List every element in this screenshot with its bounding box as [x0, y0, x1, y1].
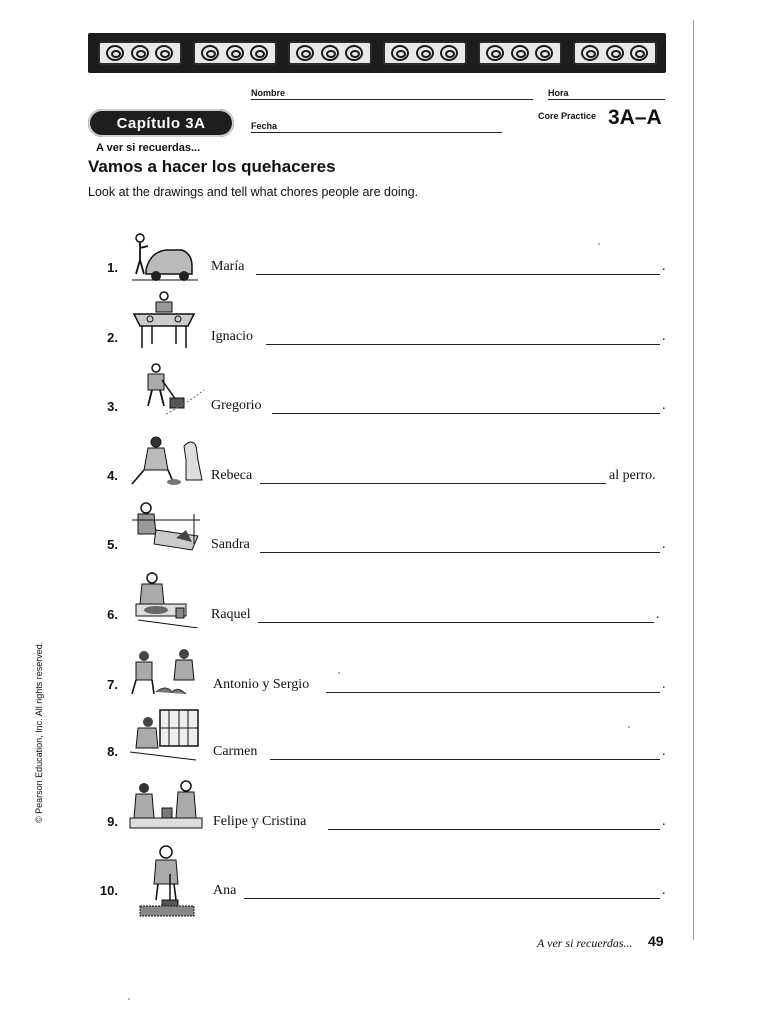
item-name: Raquel: [211, 607, 251, 622]
item-end-text: .: [662, 329, 666, 344]
banner-tile: [288, 41, 372, 65]
mowing-lawn-drawing: [126, 360, 206, 418]
item-name: Ignacio: [211, 329, 253, 344]
washing-dishes-drawing: [126, 570, 206, 628]
item-number: 10.: [99, 883, 118, 898]
answer-line[interactable]: [244, 898, 660, 899]
section-title: Vamos a hacer los quehaceres: [88, 157, 336, 176]
setting-table-drawing: [126, 290, 206, 348]
banner-tile: [478, 41, 562, 65]
item-name: Antonio y Sergio: [213, 677, 310, 692]
banner-tile: [193, 41, 277, 65]
cleaning-window-drawing: [126, 708, 206, 766]
nombre-label: Nombre: [251, 88, 286, 98]
item-number: 1.: [107, 260, 118, 275]
chapter-badge: Capítulo 3A: [88, 109, 234, 137]
item-number: 8.: [107, 744, 118, 759]
hora-label: Hora: [548, 88, 569, 98]
exercise-item: [0, 500, 768, 560]
page-number: 49: [648, 933, 664, 949]
clearing-table-drawing: [126, 778, 206, 836]
item-end-text: .: [662, 537, 666, 552]
banner-tile: [573, 41, 657, 65]
banner-tile: [383, 41, 467, 65]
fecha-field[interactable]: [251, 132, 502, 133]
item-name: María: [211, 259, 245, 274]
exercise-item: [0, 290, 768, 350]
ironing-drawing: [126, 500, 206, 558]
core-practice-label: Core Practice: [538, 111, 597, 121]
item-name: Rebeca: [211, 468, 253, 483]
item-end-text: .: [662, 744, 666, 759]
banner-tile: [98, 41, 182, 65]
vacuuming-drawing: [126, 840, 206, 920]
core-practice-code: 3A–A: [608, 106, 662, 129]
answer-line[interactable]: [256, 274, 660, 275]
washing-car-drawing: [126, 230, 206, 288]
section-subtitle: A ver si recuerdas...: [96, 142, 201, 154]
answer-line[interactable]: [272, 413, 660, 414]
exercise-item: [0, 640, 768, 700]
item-name: Carmen: [213, 744, 258, 759]
answer-line[interactable]: [270, 759, 660, 760]
exercise-item: [0, 840, 768, 900]
item-name: Ana: [213, 883, 237, 898]
exercise-item: [0, 430, 768, 490]
scan-speck: [628, 726, 630, 728]
footer-book-title: A ver si recuerdas...: [537, 936, 633, 950]
item-number: 3.: [107, 399, 118, 414]
exercise-item: [0, 778, 768, 838]
answer-line[interactable]: [326, 692, 660, 693]
item-number: 7.: [107, 677, 118, 692]
item-end-text: .: [662, 259, 666, 274]
answer-line[interactable]: [266, 344, 660, 345]
item-end-text: .: [662, 883, 666, 898]
exercise-item: [0, 360, 768, 420]
feeding-dog-drawing: [126, 430, 206, 488]
nombre-field[interactable]: [251, 99, 533, 100]
item-end-text: .: [662, 398, 666, 413]
item-name: Gregorio: [211, 398, 262, 413]
answer-line[interactable]: [258, 622, 654, 623]
scan-speck: [128, 998, 130, 1000]
gardening-drawing: [126, 640, 206, 698]
scan-speck: [598, 243, 600, 245]
hora-field[interactable]: [548, 99, 665, 100]
item-end-text: .: [662, 677, 666, 692]
item-number: 2.: [107, 330, 118, 345]
instructions: Look at the drawings and tell what chores people are doing.: [88, 185, 419, 199]
exercise-item: [0, 570, 768, 630]
decorative-banner: [88, 33, 666, 73]
exercise-item: [0, 230, 768, 290]
item-name: Sandra: [211, 537, 250, 552]
item-end-text: .: [662, 814, 666, 829]
exercise-item: [0, 708, 768, 768]
item-number: 6.: [107, 607, 118, 622]
answer-line[interactable]: [260, 552, 660, 553]
item-end-text: al perro.: [609, 468, 656, 483]
scan-speck: [338, 672, 340, 674]
answer-line[interactable]: [260, 483, 606, 484]
fecha-label: Fecha: [251, 121, 278, 131]
item-end-text: .: [656, 607, 660, 622]
item-number: 4.: [107, 468, 118, 483]
item-name: Felipe y Cristina: [213, 814, 307, 829]
item-number: 5.: [107, 537, 118, 552]
item-number: 9.: [107, 814, 118, 829]
answer-line[interactable]: [328, 829, 660, 830]
copyright-notice: © Pearson Education, Inc. All rights reserved.: [34, 641, 44, 823]
